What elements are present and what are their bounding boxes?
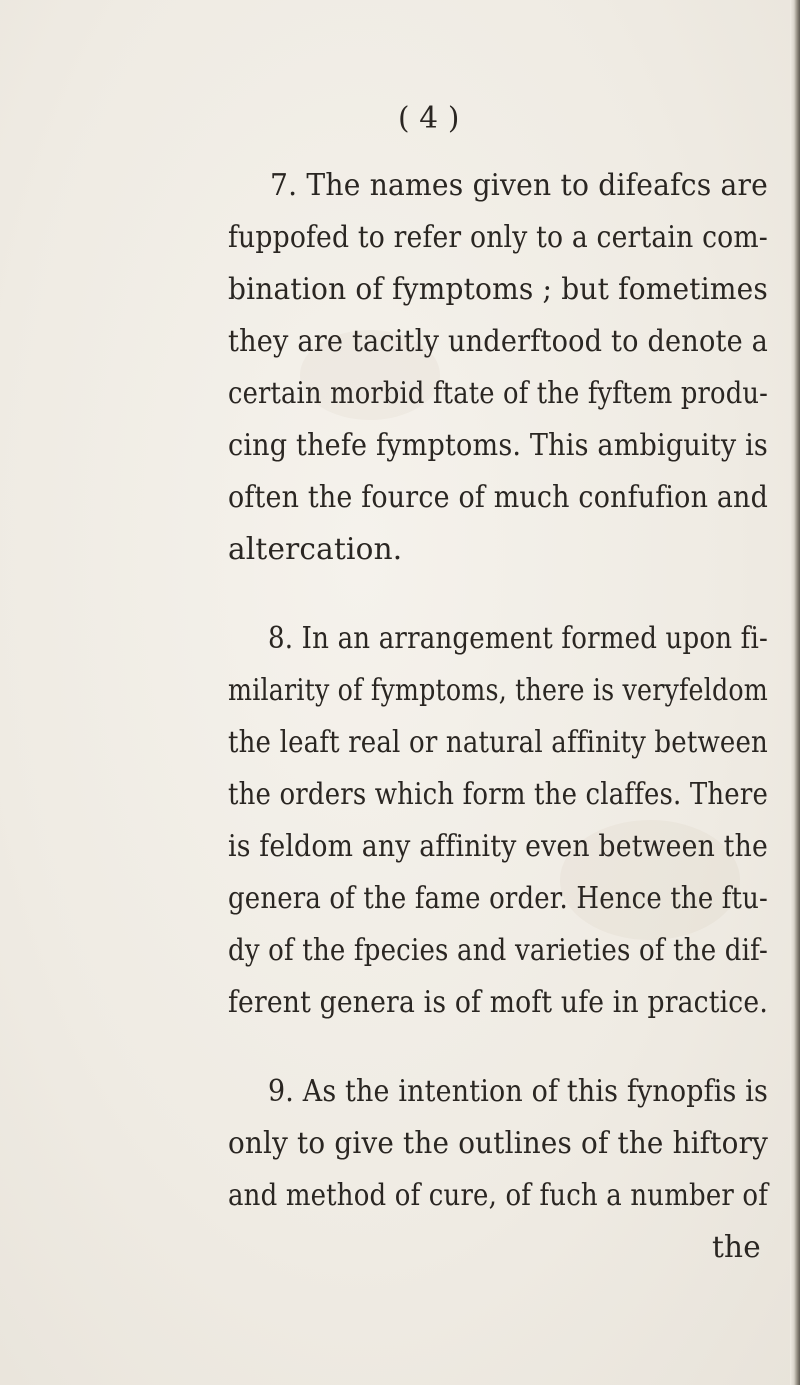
text-line: fuppofed to refer only to a certain com- bbox=[228, 220, 768, 254]
text-line: 9. As the intention of this fynopfis is bbox=[268, 1074, 769, 1108]
text-line: is feldom any affinity even between the bbox=[228, 829, 768, 863]
text-line: often the fource of much confufion and bbox=[228, 480, 768, 514]
text-line: cing thefe fymptoms. This ambiguity is bbox=[228, 428, 768, 462]
page-edge-shadow bbox=[790, 0, 800, 1385]
text-line: 7. The names given to difeafcs are bbox=[270, 168, 769, 202]
text-line: bination of fymptoms ; but fometimes bbox=[228, 272, 769, 306]
text-line: milarity of fymptoms, there is veryfeldom bbox=[228, 673, 769, 707]
catchword: the bbox=[712, 1230, 761, 1264]
text-line: the orders which form the claffes. There bbox=[228, 777, 768, 811]
text-line: and method of cure, of fuch a number of bbox=[228, 1178, 769, 1212]
text-line: altercation. bbox=[228, 532, 403, 566]
text-line: ferent genera is of moft ufe in practice. bbox=[228, 985, 768, 1019]
text-line: the leaft real or natural affinity between bbox=[228, 725, 768, 759]
text-line: dy of the fpecies and varieties of the dif- bbox=[228, 933, 768, 967]
text-line: they are tacitly underftood to denote a bbox=[228, 324, 769, 358]
text-line: 8. In an arrangement formed upon fi- bbox=[268, 621, 768, 655]
page-header: ( 4 ) bbox=[398, 101, 460, 135]
text-line: genera of the fame order. Hence the ftu- bbox=[228, 881, 769, 915]
text-line: only to give the outlines of the hiftory bbox=[228, 1126, 768, 1160]
text-line: certain morbid ftate of the fyftem produ- bbox=[228, 376, 769, 410]
